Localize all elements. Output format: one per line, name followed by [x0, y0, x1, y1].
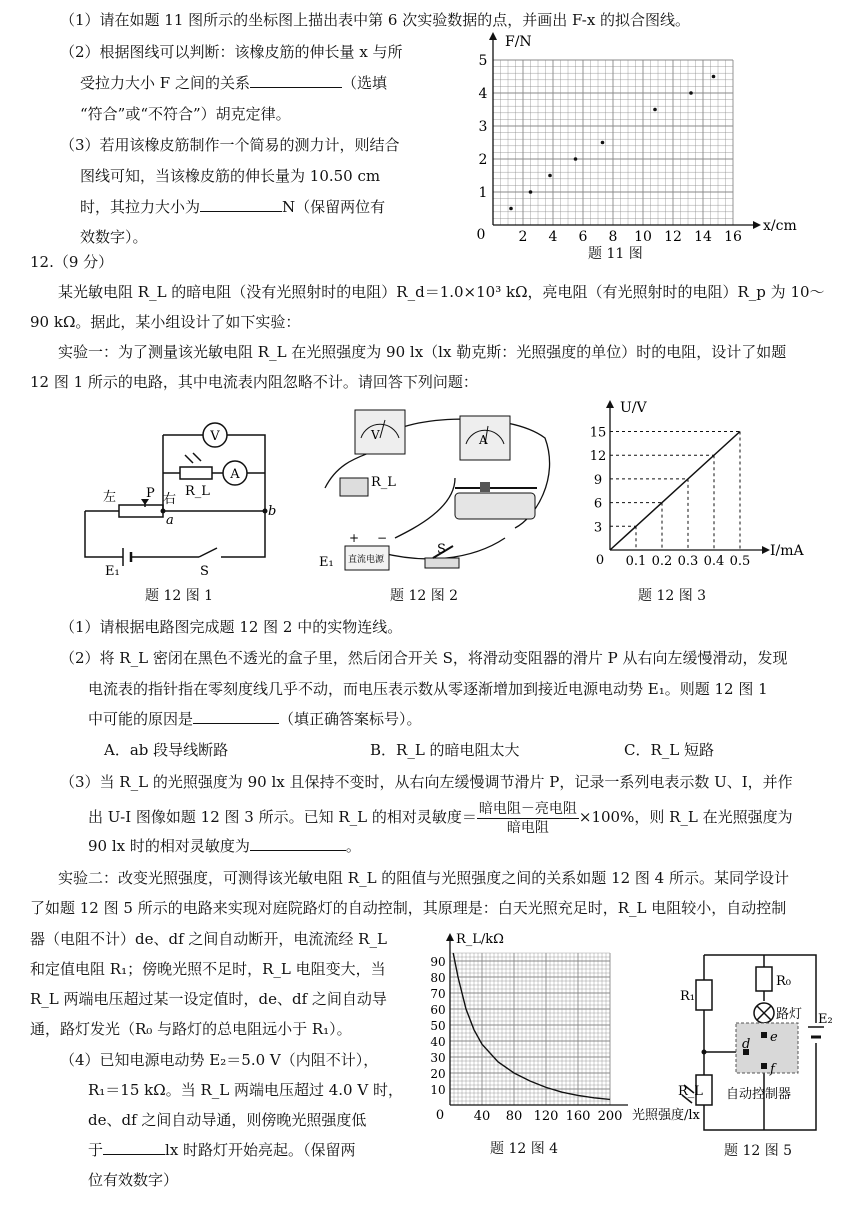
- q12-part3-text2: ×100%，则 R_L 在光照强度为: [578, 808, 793, 826]
- y-tick-label: 2: [478, 152, 488, 168]
- q12-part4-line2: R₁＝15 kΩ。当 R_L 两端电压超过 4.0 V 时，: [88, 1081, 403, 1099]
- q12-part3-text: 出 U-I 图像如题 12 图 3 所示。已知 R_L 的相对灵敏度＝: [88, 808, 477, 826]
- switch-s-label: S: [200, 564, 209, 579]
- figure-12-4-caption: 题 12 图 4: [490, 1141, 559, 1157]
- q12-part3-text3: 90 lx 时的相对灵敏度为: [88, 837, 250, 855]
- battery-minus: −: [377, 531, 388, 545]
- origin-label: 0: [435, 1108, 445, 1123]
- q11-part3-line1: （3）若用该橡皮筋制作一个简易的测力计，则结合: [60, 136, 400, 154]
- answer-blank[interactable]: [250, 73, 342, 88]
- y-tick-label: 9: [593, 472, 603, 488]
- ammeter-label: A: [230, 467, 240, 482]
- x-tick-label: 14: [694, 229, 712, 245]
- y-tick-label: 10: [430, 1083, 446, 1097]
- x-axis-label: I/mA: [770, 543, 804, 559]
- sensitivity-fraction: [477, 800, 579, 837]
- y-tick-label: 20: [430, 1067, 446, 1081]
- voltmeter-label: V: [210, 429, 220, 444]
- x-axis-label: 光照强度/lx: [632, 1108, 700, 1123]
- y-tick-label: 15: [589, 425, 607, 441]
- q11-part3-line4: 效数字）。: [80, 228, 148, 246]
- battery-plus: +: [349, 531, 360, 545]
- data-point: [653, 108, 657, 112]
- q11-part3-unit: N（保留两位有: [282, 198, 386, 216]
- x-tick-label: 0.5: [729, 554, 751, 569]
- y-axis-arrow: [606, 400, 614, 408]
- rl-label-5: R_L: [678, 1084, 703, 1099]
- answer-blank[interactable]: [200, 197, 282, 212]
- u-i-line: [610, 432, 740, 551]
- y-tick-label: 12: [589, 449, 607, 465]
- data-point: [509, 207, 513, 211]
- data-point: [548, 174, 552, 178]
- x-tick-label: 8: [608, 229, 618, 245]
- q12-exp2-line4: 和定值电阻 R₁；傍晚光照不足时，R_L 电阻变大，当: [30, 960, 386, 978]
- q12-part1: （1）请根据电路图完成题 12 图 2 中的实物连线。: [60, 618, 403, 636]
- x-axis-arrow: [753, 221, 761, 229]
- q11-part2-line2: [80, 73, 387, 93]
- switch-device-label: S: [437, 542, 446, 557]
- q12-part2-line3: [88, 709, 422, 729]
- x-axis-label: x/cm: [763, 218, 797, 234]
- q12-exp1-line2: 12 图 1 所示的电路，其中电流表内阻忽略不计。请回答下列问题：: [30, 373, 478, 391]
- figure-11-caption: 题 11 图: [588, 246, 643, 262]
- y-tick-label: 50: [430, 1019, 446, 1033]
- figure-11-chart: [455, 30, 800, 270]
- q12-part4-unit: lx 时路灯开始亮起。（保留两: [165, 1141, 356, 1159]
- y-tick-label: 80: [430, 971, 446, 985]
- x-tick-label: 0.4: [703, 554, 725, 569]
- figure-12-1-caption: 题 12 图 1: [145, 588, 214, 604]
- q11-part2-hint: （选填: [341, 74, 387, 92]
- battery-label: 直流电源: [348, 555, 385, 565]
- figure-12-5-caption: 题 12 图 5: [724, 1143, 793, 1159]
- x-tick-label: 0.2: [651, 554, 673, 569]
- q11-part2-line3: “符合”或“不符合”）胡克定律。: [80, 105, 291, 123]
- q12-exp2-line2: 了如题 12 图 5 所示的电路来实现对庭院路灯的自动控制，其原理是：白天光照充足时，R_L 电阻较小，自动控制: [30, 899, 787, 917]
- option-a: A．ab 段导线断路: [104, 741, 229, 759]
- q12-part2-line2: 电流表的指针指在零刻度线几乎不动，而电压表示数从零逐渐增加到接近电源电动势 E₁。则题 12 图 1: [88, 680, 768, 698]
- d-label: d: [742, 1037, 751, 1052]
- left-label: 左: [103, 490, 117, 505]
- q12-part4-line5: 位有效数字）: [88, 1171, 179, 1189]
- q12-exp2-line5: R_L 两端电压超过某一设定值时，de、df 之间自动导: [30, 990, 387, 1008]
- voltmeter-device-label: V: [371, 428, 380, 442]
- rl-curve: [453, 953, 610, 1099]
- origin-label: 0: [595, 553, 605, 568]
- ammeter-device-label: A: [479, 433, 488, 447]
- y-tick-label: 60: [430, 1003, 446, 1017]
- x-tick-label: 6: [578, 229, 588, 245]
- r1-label: R₁: [680, 989, 695, 1004]
- q12-part2-hint: （填正确答案标号）。: [279, 710, 422, 728]
- controller-label: 自动控制器: [726, 1087, 792, 1102]
- x-tick-label: 200: [597, 1109, 623, 1124]
- q12-part3-line3: [88, 836, 361, 856]
- data-point: [574, 157, 578, 161]
- y-tick-label: 90: [430, 955, 446, 969]
- y-tick-label: 3: [478, 119, 488, 135]
- photoresistor-device: [340, 478, 368, 496]
- q12-part3-end: 。: [345, 837, 361, 855]
- figure-12-2-caption: 题 12 图 2: [390, 588, 459, 604]
- r0-label: R₀: [776, 974, 791, 989]
- q11-part3-text: 时，其拉力大小为: [80, 198, 201, 216]
- x-tick-label: 10: [634, 229, 652, 245]
- rl-label: R_L: [185, 484, 210, 499]
- voltmeter-device: [355, 410, 405, 454]
- x-tick-label: 0.3: [677, 554, 699, 569]
- y-tick-label: 30: [430, 1051, 446, 1065]
- y-axis-arrow: [446, 933, 454, 941]
- data-point: [712, 75, 716, 79]
- figure-12-3-chart: [585, 400, 804, 580]
- q12-part3-line2: [88, 796, 793, 838]
- f-label: f: [770, 1062, 775, 1077]
- x-tick-label: 2: [518, 229, 528, 245]
- data-point: [601, 141, 605, 145]
- x-tick-label: 160: [565, 1109, 591, 1124]
- e-label: e: [770, 1030, 778, 1045]
- option-c: C．R_L 短路: [624, 741, 715, 759]
- x-axis-arrow: [762, 546, 770, 554]
- y-tick-label: 5: [478, 53, 488, 69]
- point-b-label: b: [268, 504, 277, 519]
- point-a-label: a: [166, 513, 174, 528]
- y-tick-label: 70: [430, 987, 446, 1001]
- q12-exp2-line1: 实验二：改变光照强度，可测得该光敏电阻 R_L 的阻值与光照强度之间的关系如题 12 图 4 所示。某同学设计: [58, 869, 789, 887]
- q11-part2-line1: （2）根据图线可以判断：该橡皮筋的伸长量 x 与所: [60, 43, 403, 61]
- figure-12-1-circuit: [75, 415, 290, 580]
- figure-12-3-caption: 题 12 图 3: [638, 588, 707, 604]
- y-tick-label: 1: [478, 185, 488, 201]
- q12-intro-line1: 某光敏电阻 R_L 的暗电阻（没有光照射时的电阻）R_d＝1.0×10³ kΩ，亮电阻（有光照射时的电阻）R_p 为 10～: [58, 283, 825, 301]
- data-point: [529, 190, 533, 194]
- figure-12-5-circuit: [676, 945, 846, 1140]
- answer-blank[interactable]: [193, 709, 279, 724]
- fraction-numerator: 暗电阻－亮电阻: [478, 800, 577, 817]
- x-tick-label: 12: [664, 229, 682, 245]
- answer-blank[interactable]: [250, 836, 346, 851]
- q12-exp2-line3: 器（电阻不计）de、df 之间自动断开，电流流经 R_L: [30, 930, 387, 948]
- q12-exp2-line6: 通，路灯发光（R₀ 与路灯的总电阻远小于 R₁）。: [30, 1020, 352, 1038]
- q12-part3-line1: （3）当 R_L 的光照强度为 90 lx 且保持不变时，从右向左缓慢调节滑片 P，记录一系列电表示数 U、I，并作: [60, 773, 793, 791]
- y-tick-label: 40: [430, 1035, 446, 1049]
- x-tick-label: 80: [505, 1109, 523, 1124]
- right-label: 右: [163, 492, 177, 507]
- y-axis-label: U/V: [620, 400, 647, 416]
- q11-part3-line3: [80, 197, 385, 217]
- y-tick-label: 6: [593, 496, 603, 512]
- slider-p-label: P: [146, 486, 155, 501]
- figure-12-4-chart: [420, 925, 700, 1145]
- q12-part2-line1: （2）将 R_L 密闭在黑色不透光的盒子里，然后闭合开关 S，将滑动变阻器的滑片 P 从右向左缓慢滑动，发现: [60, 649, 788, 667]
- x-tick-label: 0.1: [625, 554, 647, 569]
- fraction-denominator: 暗电阻: [506, 819, 549, 836]
- e1-label: E₁: [105, 564, 120, 579]
- q11-part2-text: 受拉力大小 F 之间的关系: [80, 74, 250, 92]
- origin-label: 0: [476, 227, 486, 243]
- rl-device-label: R_L: [371, 475, 396, 490]
- x-tick-label: 120: [533, 1109, 559, 1124]
- q11-part3-line2: 图线可知，当该橡皮筋的伸长量为 10.50 cm: [80, 167, 381, 185]
- y-tick-label: 4: [478, 86, 488, 102]
- option-b: B．R_L 的暗电阻太大: [370, 741, 520, 759]
- x-tick-label: 16: [724, 229, 742, 245]
- answer-blank[interactable]: [103, 1140, 165, 1155]
- q12-exp1-line1: 实验一：为了测量该光敏电阻 R_L 在光照强度为 90 lx（lx 勒克斯：光照强度的单位）时的电阻，设计了如题: [58, 343, 787, 361]
- y-axis-label: R_L/kΩ: [456, 932, 504, 947]
- q12-header: 12.（9 分）: [30, 253, 114, 271]
- figure-12-2-apparatus: [305, 398, 560, 583]
- rheostat-device: [455, 482, 537, 519]
- q12-part4-line3: de、df 之间自动导通，则傍晚光照强度低: [88, 1111, 367, 1129]
- e1-device-label: E₁: [319, 555, 334, 570]
- lamp-label: 路灯: [776, 1007, 803, 1022]
- y-axis-label: F/N: [505, 34, 532, 50]
- x-tick-label: 4: [548, 229, 558, 245]
- q12-part4-line4: [88, 1140, 356, 1160]
- lamp-symbol: [754, 1003, 774, 1023]
- x-tick-label: 40: [473, 1109, 491, 1124]
- y-axis-arrow: [489, 32, 497, 40]
- e2-label: E₂: [818, 1012, 833, 1027]
- q12-part4-line1: （4）已知电源电动势 E₂＝5.0 V（内阻不计），: [60, 1051, 379, 1069]
- data-point: [689, 91, 693, 95]
- y-tick-label: 3: [593, 520, 603, 536]
- q12-part4-text: 于: [88, 1141, 104, 1159]
- q12-intro-line2: 90 kΩ。据此，某小组设计了如下实验：: [30, 313, 301, 331]
- q12-part2-text: 中可能的原因是: [88, 710, 194, 728]
- q11-part1: （1）请在如题 11 图所示的坐标图上描出表中第 6 次实验数据的点，并画出 F-x 的拟合图线。: [60, 11, 691, 29]
